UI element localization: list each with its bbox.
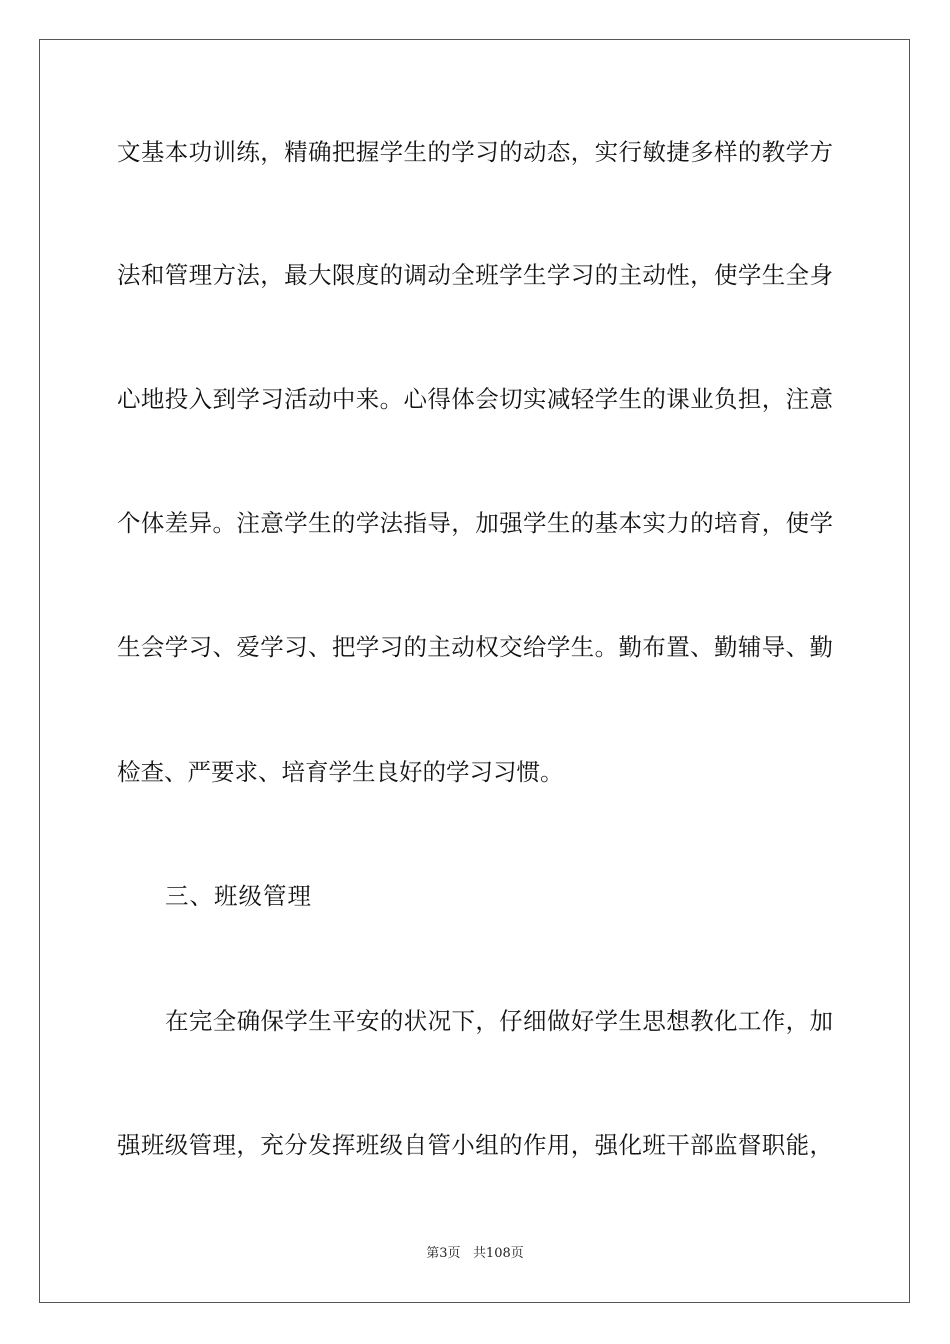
paragraph-line: 心地投入到学习活动中来。心得体会切实减轻学生的课业负担，注意 bbox=[117, 385, 833, 413]
page-border bbox=[39, 39, 910, 1303]
paragraph-line: 检查、严要求、培育学生良好的学习习惯。 bbox=[117, 758, 564, 786]
paragraph-line: 在完全确保学生平安的状况下，仔细做好学生思想教化工作，加 bbox=[165, 1007, 833, 1035]
section-heading: 三、班级管理 bbox=[165, 882, 312, 910]
paragraph-line: 强班级管理，充分发挥班级自管小组的作用，强化班干部监督职能， bbox=[117, 1131, 833, 1159]
page-number: 第3页 bbox=[426, 1246, 461, 1261]
page-total: 共108页 bbox=[472, 1246, 524, 1261]
page-footer bbox=[0, 1245, 950, 1263]
paragraph-line: 法和管理方法，最大限度的调动全班学生学习的主动性，使学生全身 bbox=[117, 261, 833, 289]
paragraph-line: 生会学习、爱学习、把学习的主动权交给学生。勤布置、勤辅导、勤 bbox=[117, 633, 833, 661]
paragraph-line: 个体差异。注意学生的学法指导，加强学生的基本实力的培育，使学 bbox=[117, 509, 833, 537]
paragraph-line: 文基本功训练，精确把握学生的学习的动态，实行敏捷多样的教学方 bbox=[117, 138, 833, 166]
